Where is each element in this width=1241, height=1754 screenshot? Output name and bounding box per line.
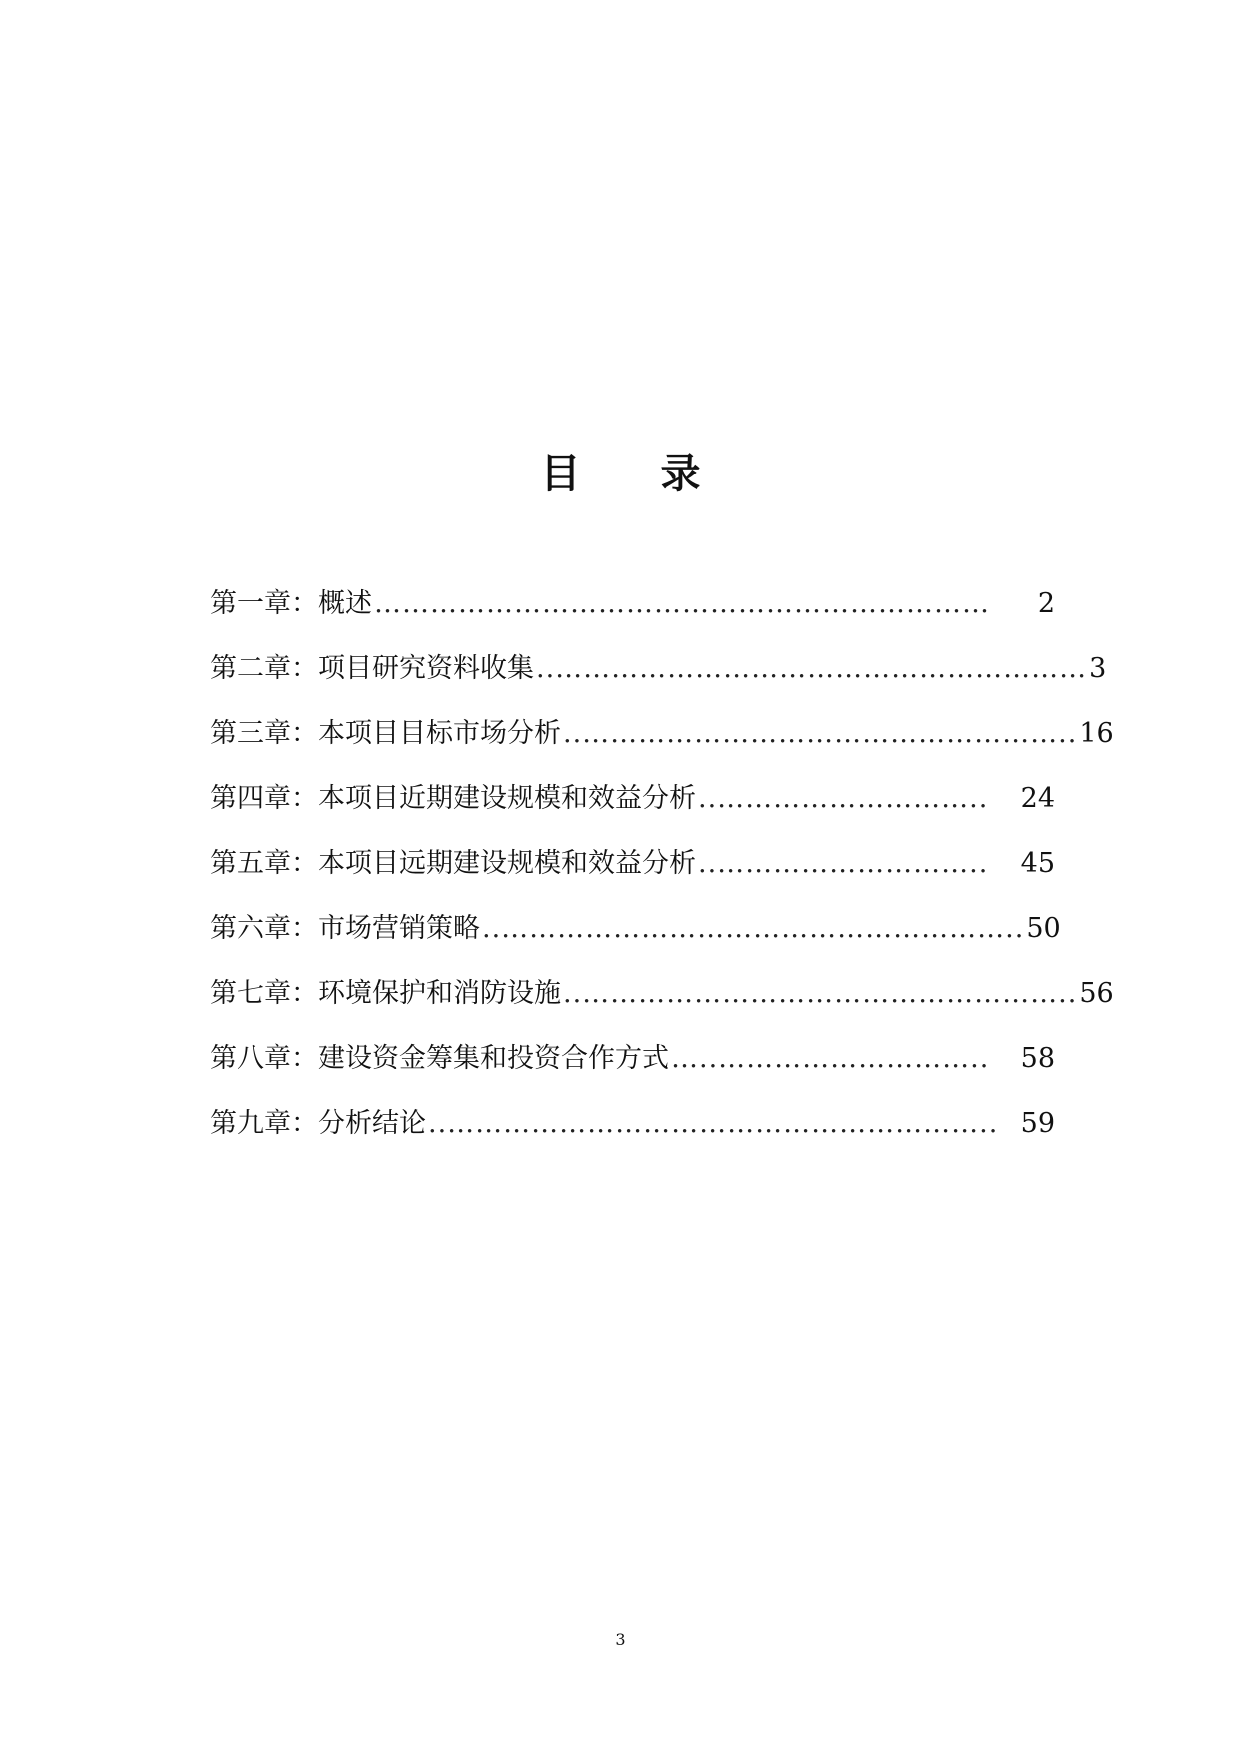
toc-entry-leader: ..………………………………………………..	[482, 913, 1025, 944]
toc-title-char-2: 录	[660, 451, 701, 497]
toc-entry-label: 第六章：市场营销策略	[210, 913, 480, 944]
toc-entry-label: 第一章：概述	[210, 588, 372, 619]
toc-entry-label: 第七章：环境保护和消防设施	[210, 978, 561, 1009]
toc-entry-leader: …..………………………..	[671, 1043, 990, 1074]
toc-entry-page: 59	[1020, 1108, 1055, 1139]
toc-title-char-1: 目	[540, 451, 581, 497]
toc-entry-leader: …………………………………………………………	[374, 588, 990, 619]
toc-entry-chapter-6[interactable]	[210, 909, 1061, 974]
toc-entry-page: 16	[1079, 718, 1114, 749]
toc-entry-leader: ..………………………..	[698, 848, 989, 879]
toc-entry-page: 56	[1079, 978, 1114, 1009]
toc-entry-label: 第五章：本项目远期建设规模和效益分析	[210, 848, 696, 879]
toc-entry-chapter-2[interactable]	[210, 649, 1107, 714]
toc-title	[0, 448, 1241, 500]
toc-entry-page: 45	[1020, 848, 1055, 879]
toc-entry-chapter-1[interactable]	[210, 584, 1055, 649]
toc-entry-chapter-4[interactable]	[210, 779, 1055, 844]
toc-entry-chapter-7[interactable]	[210, 974, 1114, 1039]
toc-entry-chapter-9[interactable]	[210, 1104, 1055, 1169]
toc-entry-label: 第九章：分析结论	[210, 1108, 426, 1139]
toc-entry-label: 第四章：本项目近期建设规模和效益分析	[210, 783, 696, 814]
toc-entry-page: 50	[1026, 913, 1061, 944]
toc-entry-chapter-8[interactable]	[210, 1039, 1055, 1104]
toc-entry-page: 58	[1020, 1043, 1055, 1074]
toc-entry-chapter-3[interactable]	[210, 714, 1114, 779]
toc-entry-page: 3	[1089, 653, 1107, 684]
toc-entry-leader: ..…………………………………………………	[536, 653, 1088, 684]
toc-entry-leader: ..…………………………………………………..	[428, 1108, 999, 1139]
toc-entry-label: 第三章：本项目目标市场分析	[210, 718, 561, 749]
toc-entry-chapter-5[interactable]	[210, 844, 1055, 909]
toc-entry-page: 24	[1020, 783, 1055, 814]
toc-entry-leader: ..……………………………………………..	[563, 978, 1078, 1009]
toc-entry-leader: ..………………………..	[698, 783, 989, 814]
toc-entry-page: 2	[1037, 588, 1055, 619]
toc-list	[210, 584, 1114, 1169]
toc-entry-label: 第八章：建设资金筹集和投资合作方式	[210, 1043, 669, 1074]
toc-entry-leader: ..……………………………………………..	[563, 718, 1078, 749]
toc-entry-label: 第二章：项目研究资料收集	[210, 653, 534, 684]
page-number: 3	[615, 1630, 626, 1649]
